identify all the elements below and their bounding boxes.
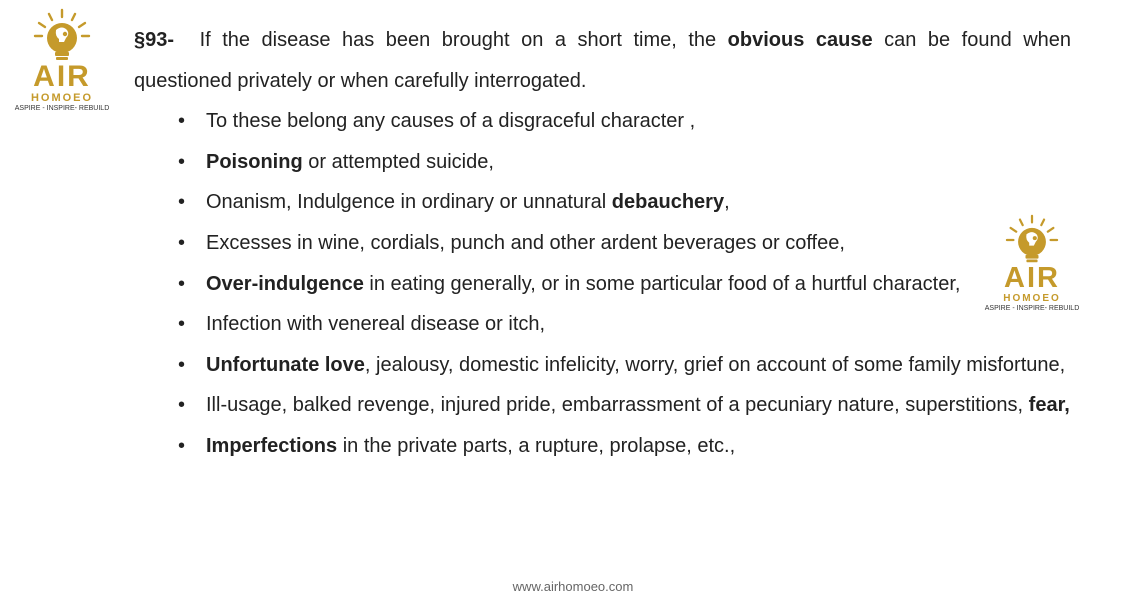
item-text: in eating generally, or in some particular food of a hurtful character, [363, 272, 961, 295]
list-item [134, 182, 1071, 223]
section-number: §93- [134, 29, 175, 51]
item-text-tail: , [724, 191, 730, 214]
list-item [134, 264, 1071, 305]
list-item [134, 426, 1071, 467]
section-paragraph [134, 20, 1071, 101]
item-bold: fear, [1028, 394, 1070, 417]
logo-name: AIR [1004, 262, 1060, 294]
list-item [134, 385, 1071, 426]
list-item [134, 142, 1071, 183]
item-bold: Poisoning [206, 150, 303, 173]
list-item [134, 304, 1071, 345]
item-text: Ill-usage, balked revenge, injured pride, embarrassment of a pecuniary nature, superstitions, [206, 394, 1029, 417]
cause-list [134, 101, 1071, 466]
item-text: Onanism, Indulgence in ordinary or unnatural [206, 191, 612, 214]
logo-name: AIR [33, 60, 91, 93]
item-bold: Unfortunate love [206, 353, 365, 376]
air-homoeo-logo [14, 8, 110, 114]
slide-content [134, 20, 1071, 467]
item-bold: debauchery [611, 191, 725, 214]
item-text: Infection with venereal disease or itch, [206, 313, 546, 336]
list-item [134, 101, 1071, 142]
list-item [134, 345, 1071, 386]
logo-tagline: ASPIRE - INSPIRE- REBUILD [14, 105, 110, 113]
logo-subtitle: HOMOEO [1003, 293, 1061, 304]
intro-text-end: can be found when questioned privately or when carefully interrogated. [134, 29, 1072, 92]
footer-url: www.airhomoeo.com [512, 579, 634, 594]
item-text: Excesses in wine, cordials, punch and other ardent beverages or coffee, [206, 231, 845, 254]
intro-bold: obvious cause [727, 29, 873, 51]
item-bold: Over-indulgence [206, 272, 364, 295]
item-text: , jealousy, domestic infelicity, worry, grief on account of some family misfortune, [364, 353, 1066, 376]
item-text: To these belong any causes of a disgraceful character , [206, 110, 696, 133]
logo-subtitle: HOMOEO [30, 92, 94, 104]
list-item [134, 223, 1071, 264]
item-text: or attempted suicide, [302, 150, 494, 173]
intro-text: If the disease has been brought on a short time, the [199, 29, 717, 51]
lightbulb-head-icon [31, 8, 93, 64]
item-bold: Imperfections [206, 434, 338, 457]
item-text: in the private parts, a rupture, prolapse, etc., [337, 434, 736, 457]
logo-tagline: ASPIRE - INSPIRE- REBUILD [984, 305, 1080, 312]
